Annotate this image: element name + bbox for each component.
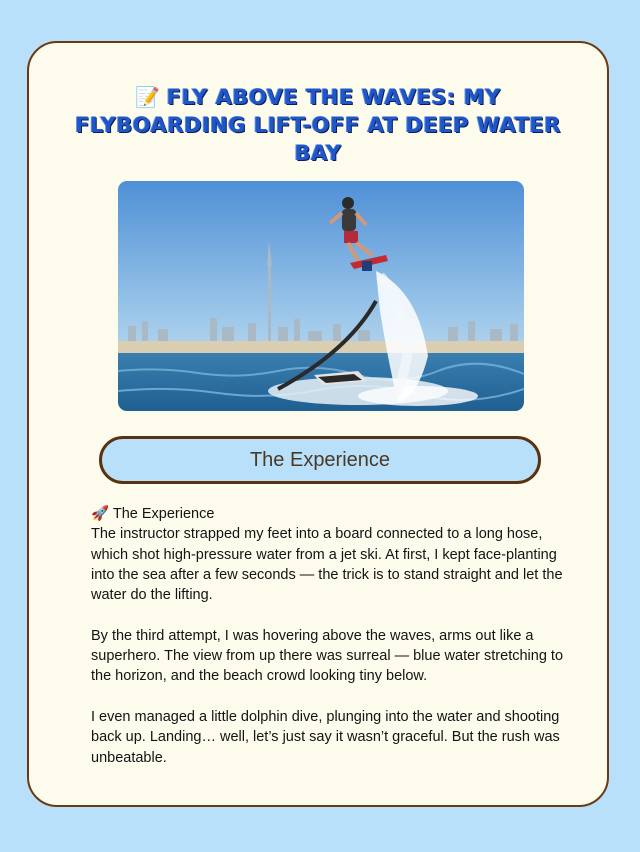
post-title-text: FLY ABOVE THE WAVES: MY FLYBOARDING LIFT-OFF AT DEEP WATER BAY xyxy=(75,85,561,165)
flyboarding-photo xyxy=(118,181,524,411)
memo-icon: 📝 xyxy=(135,85,161,109)
post-body xyxy=(91,504,581,788)
post-card xyxy=(27,41,609,807)
section-title-pill: The Experience xyxy=(99,436,541,484)
experience-subheading-text: The Experience xyxy=(112,506,215,522)
post-title xyxy=(69,83,567,167)
experience-subheading xyxy=(91,504,581,524)
paragraph-2: By the third attempt, I was hovering above the waves, arms out like a superhero. The view from up there was surreal — blue water stretching to the horizon, and the beach crowd looking tiny below. xyxy=(91,627,564,685)
paragraph-3: I even managed a little dolphin dive, plunging into the water and shooting back up. Landing… well, let’s just say it wasn’t graceful. But the rush was unbeatable. xyxy=(91,708,560,766)
rocket-icon: 🚀 xyxy=(91,506,110,522)
paragraph-1: The instructor strapped my feet into a board connected to a long hose, which shot high-pressure water from a jet ski. At first, I kept face-planting into the sea after a few seconds — the trick is to stand straight and let the water do the lifting. xyxy=(91,526,563,604)
